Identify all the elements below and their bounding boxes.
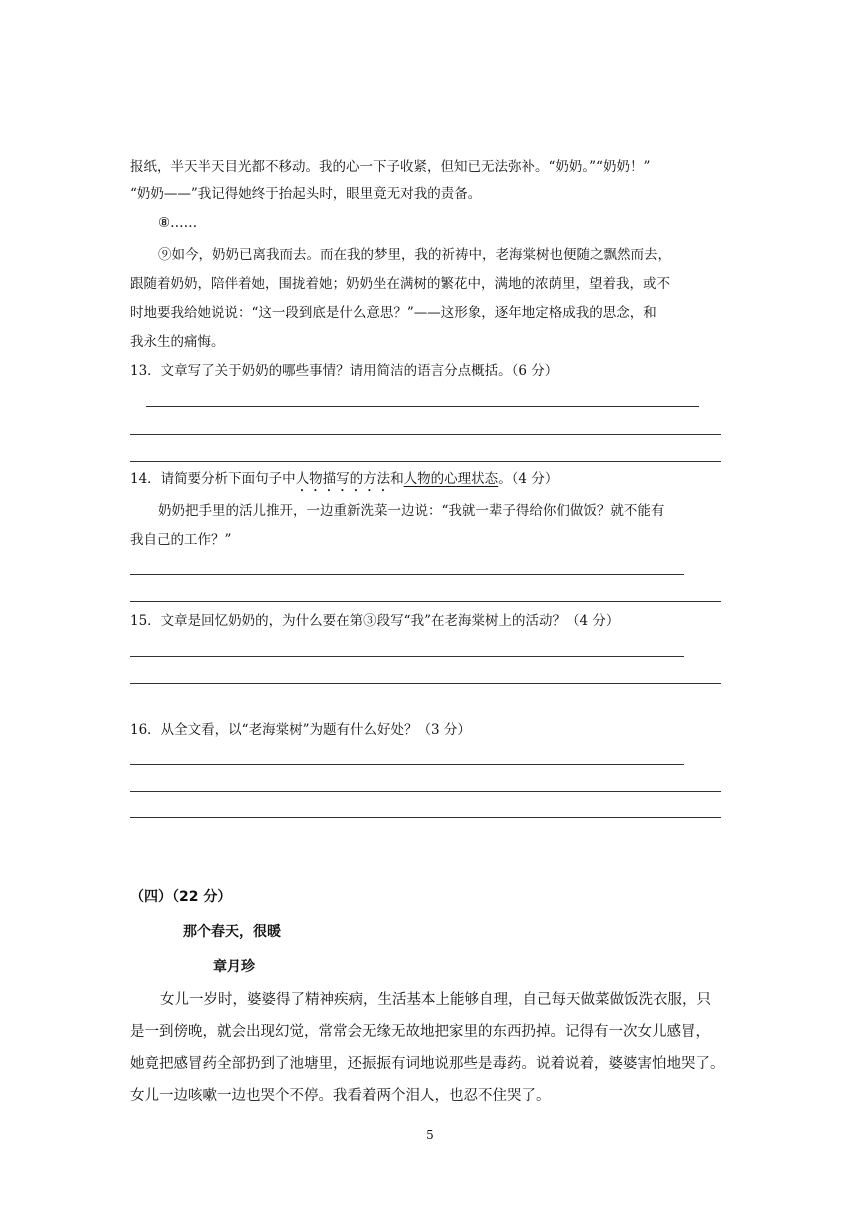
passage-p9-line1: ⑨如今，奶奶已离我而去。而在我的梦里，我的祈祷中，老海棠树也便随之飘然而去， (158, 247, 671, 263)
answer-line-16-3[interactable] (130, 817, 721, 818)
passage-p9-line2: 跟随着奶奶，陪伴着她，围拢着她；奶奶坐在满树的繁花中，满地的浓荫里，望着我，或不 (130, 276, 670, 292)
article-p1-line3: 她竟把感冒药全部扔到了池塘里，还振振有词地说那些是毒药。说着说着，婆婆害怕地哭了。 (130, 1056, 725, 1072)
answer-line-14-1[interactable] (130, 574, 684, 575)
answer-line-13-1[interactable] (146, 406, 699, 407)
question-13: 13．文章写了关于奶奶的哪些事情？请用简洁的语言分点概括。（6 分） (130, 363, 559, 379)
answer-line-13-2[interactable] (130, 434, 721, 435)
question-14-quote-line2: 我自己的工作？” (130, 532, 232, 548)
question-14-emphasis-method: 人物描写的方法 (295, 471, 391, 487)
passage-p7-line1: 报纸，半天半天目光都不移动。我的心一下子收紧，但知已无法弥补。“奶奶。”“奶奶！” (130, 159, 651, 175)
article-title: 那个春天，很暖 (183, 924, 281, 940)
article-author: 章月珍 (213, 959, 255, 975)
question-14-mid: 和 (390, 471, 404, 487)
question-14-prefix: 14．请简要分析下面句子中 (130, 471, 296, 487)
question-14 (130, 470, 558, 495)
question-14-emphasis-psychology: 人物的心理状态 (403, 471, 499, 487)
answer-line-16-1[interactable] (130, 764, 684, 765)
passage-p9-line4: 我永生的痛悔。 (130, 334, 225, 350)
answer-line-14-2[interactable] (130, 601, 721, 602)
page-number: 5 (426, 1128, 434, 1142)
section-4-header: （四）（22 分） (130, 889, 232, 905)
question-15: 15．文章是回忆奶奶的，为什么要在第③段写“我”在老海棠树上的活动？（4 分） (130, 613, 620, 629)
passage-p8: ⑧…… (158, 215, 198, 231)
question-14-suffix: 。（4 分） (498, 471, 559, 487)
article-p1-line2: 是一到傍晚，就会出现幻觉，常常会无缘无故地把家里的东西扔掉。记得有一次女儿感冒， (130, 1024, 710, 1040)
article-p1-line1: 女儿一岁时，婆婆得了精神疾病，生活基本上能够自理，自己每天做菜做饭洗衣服，只 (160, 992, 711, 1008)
question-16: 16．从全文看，以“老海棠树”为题有什么好处？（3 分） (130, 722, 471, 738)
answer-line-13-3[interactable] (130, 461, 721, 462)
answer-line-15-1[interactable] (130, 656, 684, 657)
passage-p7-line2: “奶奶——”我记得她终于抬起头时，眼里竟无对我的责备。 (130, 186, 482, 202)
article-p1-line4: 女儿一边咳嗽一边也哭个不停。我看着两个泪人，也忍不住哭了。 (130, 1088, 551, 1104)
passage-p9-line3: 时地要我给她说说：“这一段到底是什么意思？”——这形象，逐年地定格成我的思念，和 (130, 305, 657, 321)
answer-line-15-2[interactable] (130, 683, 721, 684)
answer-line-16-2[interactable] (130, 791, 721, 792)
question-14-quote-line1: 奶奶把手里的活儿推开，一边重新洗菜一边说：“我就一辈子得给你们做饭？就不能有 (158, 503, 665, 519)
